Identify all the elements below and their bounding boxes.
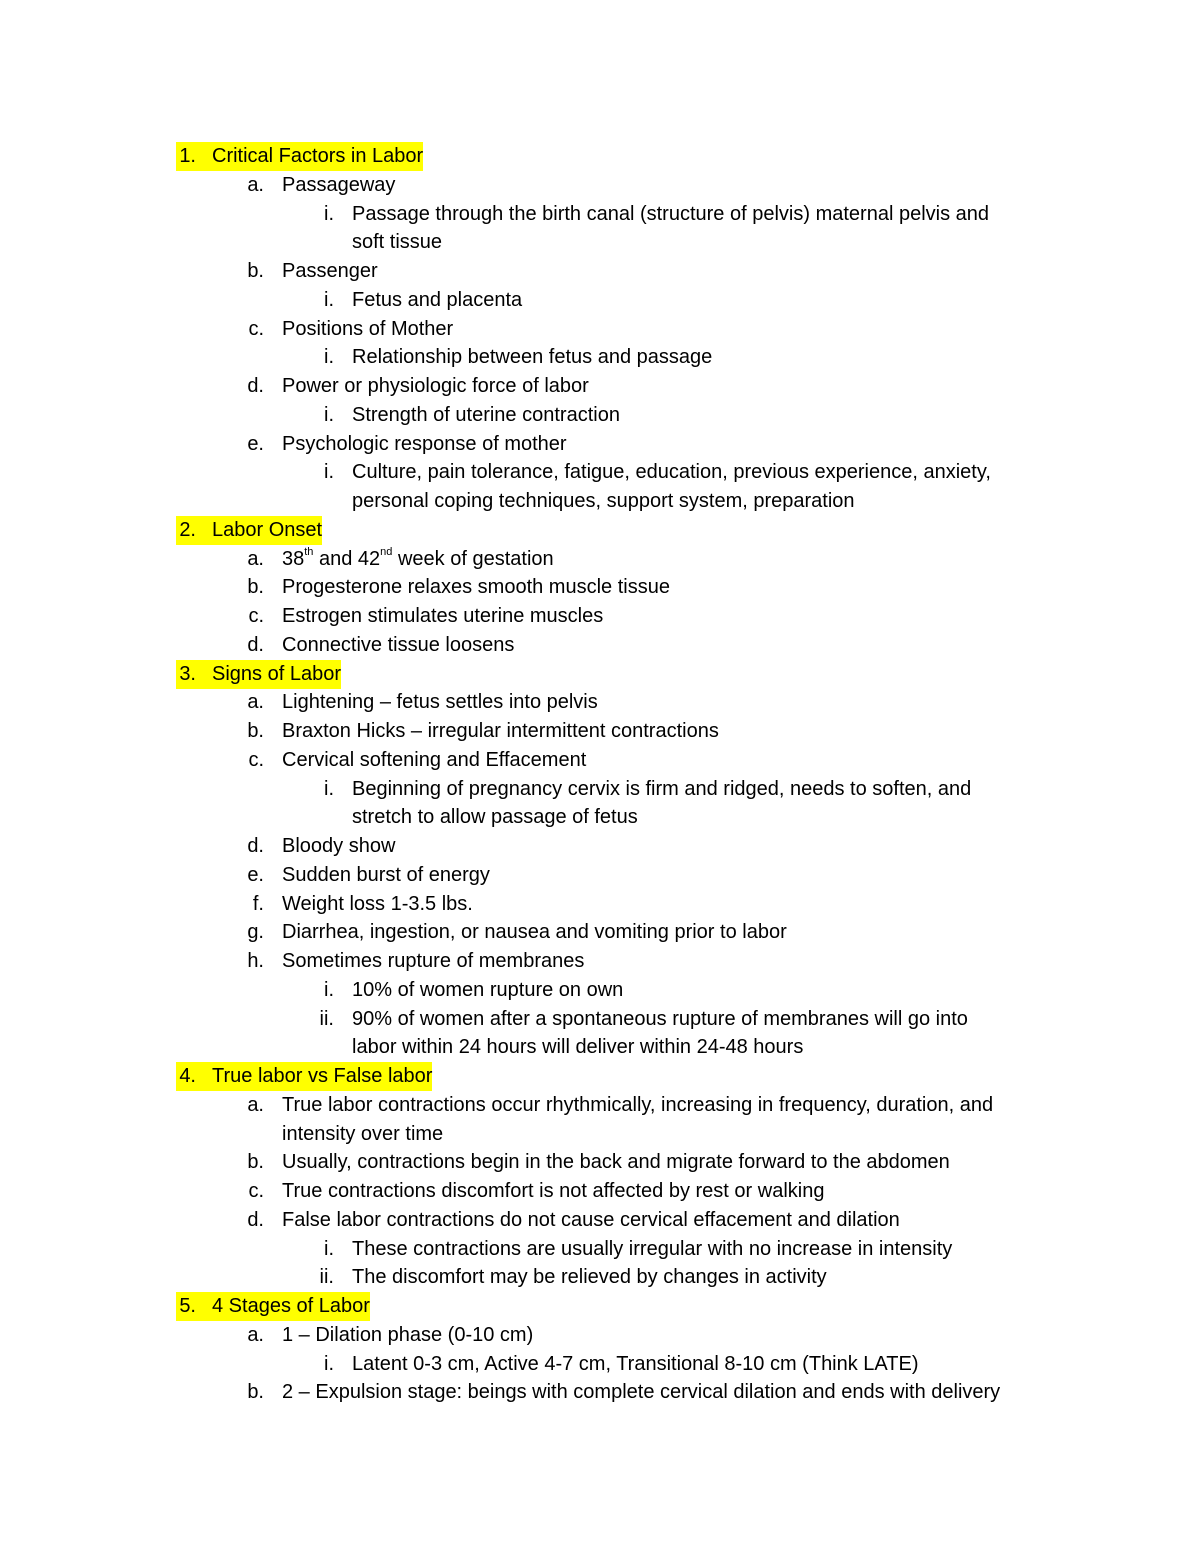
- sub-item-text: These contractions are usually irregular with no increase in intensity: [352, 1237, 953, 1260]
- sub-item-text: stretch to allow passage of fetus: [352, 806, 638, 829]
- ordinal-suffix: th: [304, 545, 314, 558]
- section-number: 5.: [179, 1295, 196, 1317]
- item-marker: b.: [247, 1381, 264, 1404]
- item-text: Usually, contractions begin in the back and migrate forward to the abdomen: [282, 1151, 950, 1174]
- item-marker: f.: [252, 892, 264, 915]
- item-text-rest: week of gestation: [392, 547, 554, 570]
- item-text: Power or physiologic force of labor: [282, 375, 589, 397]
- item-text: Sudden burst of energy: [282, 863, 490, 886]
- item-text: False labor contractions do not cause cervical effacement and dilation: [282, 1208, 900, 1231]
- sub-item-text: Latent 0-3 cm, Active 4-7 cm, Transitional 8-10 cm (Think LATE): [352, 1352, 919, 1375]
- item-text: Braxton Hicks – irregular intermittent contractions: [282, 720, 719, 742]
- ordinal-number: 38: [282, 547, 305, 570]
- section-title: Critical Factors in Labor: [212, 145, 424, 167]
- sub-item-marker: i.: [324, 978, 334, 1001]
- section-title: 4 Stages of Labor: [212, 1295, 370, 1317]
- item-text: Psychologic response of mother: [282, 432, 567, 455]
- sub-item-marker: i.: [324, 1237, 334, 1260]
- item-marker: c.: [248, 748, 264, 771]
- item-marker: e.: [247, 863, 264, 886]
- section-title: Signs of Labor: [212, 662, 341, 685]
- item-text: Weight loss 1-3.5 lbs.: [282, 892, 473, 915]
- sub-item-text: Beginning of pregnancy cervix is firm and ridged, needs to soften, and: [352, 777, 972, 800]
- item-marker: a.: [247, 547, 264, 570]
- item-text: Progesterone relaxes smooth muscle tissue: [282, 576, 670, 599]
- item-text: Sometimes rupture of membranes: [282, 950, 585, 972]
- sub-item-marker: i.: [324, 403, 334, 426]
- item-text: Diarrhea, ingestion, or nausea and vomiting prior to labor: [282, 921, 787, 944]
- item-marker: c.: [248, 1180, 264, 1202]
- item-marker: c.: [248, 317, 264, 340]
- section-number: 1.: [179, 145, 196, 167]
- section-title: True labor vs False labor: [212, 1065, 433, 1087]
- item-text: Passageway: [282, 173, 396, 196]
- section-number: 2.: [179, 518, 196, 541]
- sub-item-text: Culture, pain tolerance, fatigue, education, previous experience, anxiety,: [352, 461, 991, 484]
- section-number: 3.: [179, 662, 196, 685]
- item-marker: b.: [247, 720, 264, 742]
- item-text: Bloody show: [282, 835, 396, 857]
- item-marker: a.: [247, 1323, 264, 1346]
- item-marker: h.: [247, 950, 264, 972]
- sub-item-text: Relationship between fetus and passage: [352, 346, 713, 369]
- section-title: Labor Onset: [212, 518, 323, 541]
- sub-item-marker: i.: [324, 777, 334, 800]
- item-marker: c.: [248, 605, 264, 627]
- item-marker: b.: [247, 1151, 264, 1174]
- item-text: True labor contractions occur rhythmically, increasing in frequency, duration, and: [282, 1093, 994, 1116]
- item-text: 1 – Dilation phase (0-10 cm): [282, 1323, 534, 1346]
- ordinal-number: and 42: [313, 547, 381, 570]
- ordinal-suffix: nd: [380, 545, 393, 558]
- item-marker: g.: [247, 921, 264, 944]
- item-marker: a.: [247, 1093, 264, 1116]
- sub-item-text: personal coping techniques, support system, preparation: [352, 490, 855, 512]
- sub-item-marker: i.: [324, 202, 334, 225]
- item-text: Positions of Mother: [282, 317, 454, 340]
- sub-item-text: Passage through the birth canal (structure of pelvis) maternal pelvis and: [352, 202, 990, 225]
- sub-item-text: Strength of uterine contraction: [352, 403, 620, 426]
- item-marker: a.: [247, 173, 264, 196]
- item-marker: e.: [247, 432, 264, 455]
- item-text: Estrogen stimulates uterine muscles: [282, 605, 604, 627]
- item-text: True contractions discomfort is not affected by rest or walking: [282, 1180, 825, 1202]
- item-text: [282, 545, 554, 574]
- item-text: Lightening – fetus settles into pelvis: [282, 691, 598, 714]
- item-marker: d.: [247, 375, 264, 397]
- sub-item-marker: i.: [324, 288, 334, 311]
- item-marker: d.: [247, 1208, 264, 1231]
- item-marker: a.: [247, 691, 264, 714]
- sub-item-text: 10% of women rupture on own: [352, 978, 624, 1001]
- item-text: Connective tissue loosens: [282, 633, 515, 656]
- item-text: Passenger: [282, 260, 378, 282]
- sub-item-marker: ii.: [319, 1007, 334, 1030]
- section-number: 4.: [179, 1065, 196, 1087]
- item-text: Cervical softening and Effacement: [282, 748, 587, 771]
- item-marker: b.: [247, 260, 264, 282]
- item-marker: d.: [247, 633, 264, 656]
- item-text: 2 – Expulsion stage: beings with complete cervical dilation and ends with delivery: [282, 1381, 1001, 1404]
- item-marker: b.: [247, 576, 264, 599]
- sub-item-text: Fetus and placenta: [352, 288, 523, 311]
- sub-item-text: soft tissue: [352, 231, 443, 254]
- sub-item-text: labor within 24 hours will deliver within 24-48 hours: [352, 1036, 804, 1059]
- sub-item-marker: i.: [324, 461, 334, 484]
- sub-item-text: 90% of women after a spontaneous rupture of membranes will go into: [352, 1007, 968, 1030]
- sub-item-text: The discomfort may be relieved by changes in activity: [352, 1266, 827, 1289]
- item-text: intensity over time: [282, 1122, 444, 1145]
- sub-item-marker: i.: [324, 346, 334, 369]
- sub-item-marker: i.: [324, 1352, 334, 1375]
- sub-item-marker: ii.: [319, 1266, 334, 1289]
- item-marker: d.: [247, 835, 264, 857]
